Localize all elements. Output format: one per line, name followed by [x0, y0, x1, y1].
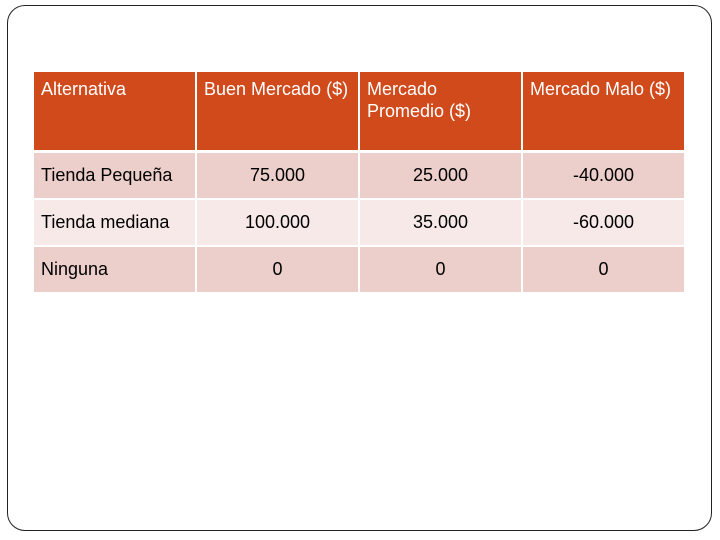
table-cell: 75.000 [195, 153, 358, 200]
decision-table [34, 72, 684, 294]
row-label: Tienda Pequeña [34, 153, 195, 200]
table-cell: 100.000 [195, 200, 358, 247]
table-cell: 0 [521, 247, 684, 294]
table-cell: 25.000 [358, 153, 521, 200]
table-cell: -40.000 [521, 153, 684, 200]
table-row [34, 200, 684, 247]
table-cell: 0 [358, 247, 521, 294]
row-label: Tienda mediana [34, 200, 195, 247]
table-header-row [34, 72, 684, 153]
table-row [34, 247, 684, 294]
table-cell: 0 [195, 247, 358, 294]
table-row [34, 153, 684, 200]
row-label: Ninguna [34, 247, 195, 294]
header-mercado-promedio: Mercado Promedio ($) [358, 72, 521, 153]
table-cell: -60.000 [521, 200, 684, 247]
header-buen-mercado: Buen Mercado ($) [195, 72, 358, 153]
header-alternativa: Alternativa [34, 72, 195, 153]
header-mercado-malo: Mercado Malo ($) [521, 72, 684, 153]
table-cell: 35.000 [358, 200, 521, 247]
